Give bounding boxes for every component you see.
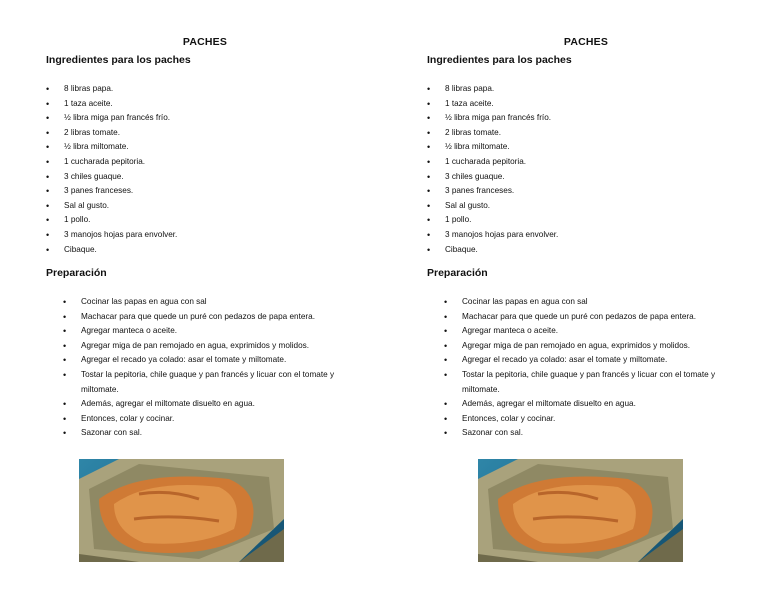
- list-item: • 1 cucharada pepitoria.: [46, 155, 366, 170]
- list-item: • 1 taza aceite.: [46, 97, 366, 112]
- document-title: PACHES: [182, 36, 228, 48]
- list-item: • Machacar para que quede un puré con pedazos de papa entera.: [444, 310, 744, 325]
- ingredients-list: [427, 82, 747, 257]
- list-item: • Agregar manteca o aceite.: [63, 324, 363, 339]
- list-item: • 8 libras papa.: [427, 82, 747, 97]
- list-item: • 3 panes franceses.: [427, 184, 747, 199]
- list-item: • Cibaque.: [46, 243, 366, 258]
- list-item: • ½ libra miltomate.: [46, 140, 366, 155]
- list-item: • 2 libras tomate.: [427, 126, 747, 141]
- document-title: PACHES: [563, 36, 609, 48]
- paches-photo: [478, 459, 683, 562]
- list-item: • 1 pollo.: [46, 213, 366, 228]
- list-item: • Entonces, colar y cocinar.: [63, 412, 363, 427]
- ingredients-heading: Ingredientes para los paches: [46, 54, 191, 66]
- preparation-list: [444, 295, 744, 441]
- list-item: • 3 chiles guaque.: [46, 170, 366, 185]
- list-item: • 3 chiles guaque.: [427, 170, 747, 185]
- list-item: • Sazonar con sal.: [444, 426, 744, 441]
- list-item: • Además, agregar el miltomate disuelto en agua.: [63, 397, 363, 412]
- list-item: • Machacar para que quede un puré con pedazos de papa entera.: [63, 310, 363, 325]
- ingredients-heading: Ingredientes para los paches: [427, 54, 572, 66]
- page-right: [381, 0, 765, 594]
- list-item: • 2 libras tomate.: [46, 126, 366, 141]
- list-item: • 3 manojos hojas para envolver.: [46, 228, 366, 243]
- list-item: • Sazonar con sal.: [63, 426, 363, 441]
- paches-photo-graphic: [79, 459, 284, 562]
- preparation-heading: Preparación: [427, 267, 488, 279]
- list-item: • Agregar miga de pan remojado en agua, exprimidos y molidos.: [444, 339, 744, 354]
- list-item: • 1 taza aceite.: [427, 97, 747, 112]
- paches-photo: [79, 459, 284, 562]
- list-item: • 1 pollo.: [427, 213, 747, 228]
- list-item: • 3 panes franceses.: [46, 184, 366, 199]
- list-item: • Sal al gusto.: [46, 199, 366, 214]
- preparation-list: [63, 295, 363, 441]
- list-item: • Cocinar las papas en agua con sal: [444, 295, 744, 310]
- list-item: • ½ libra miga pan francés frío.: [427, 111, 747, 126]
- list-item: • Agregar manteca o aceite.: [444, 324, 744, 339]
- list-item: • Tostar la pepitoria, chile guaque y pan francés y licuar con el tomate y miltomate.: [444, 368, 744, 397]
- list-item: • Tostar la pepitoria, chile guaque y pan francés y licuar con el tomate y miltomate.: [63, 368, 363, 397]
- list-item: • Agregar miga de pan remojado en agua, exprimidos y molidos.: [63, 339, 363, 354]
- list-item: • 1 cucharada pepitoria.: [427, 155, 747, 170]
- list-item: • 3 manojos hojas para envolver.: [427, 228, 747, 243]
- list-item: • 8 libras papa.: [46, 82, 366, 97]
- list-item: • Cibaque.: [427, 243, 747, 258]
- list-item: • Entonces, colar y cocinar.: [444, 412, 744, 427]
- list-item: • Agregar el recado ya colado: asar el tomate y miltomate.: [63, 353, 363, 368]
- paches-photo-graphic: [478, 459, 683, 562]
- list-item: • Cocinar las papas en agua con sal: [63, 295, 363, 310]
- list-item: • Sal al gusto.: [427, 199, 747, 214]
- ingredients-list: [46, 82, 366, 257]
- list-item: • ½ libra miltomate.: [427, 140, 747, 155]
- list-item: • ½ libra miga pan francés frío.: [46, 111, 366, 126]
- list-item: • Agregar el recado ya colado: asar el tomate y miltomate.: [444, 353, 744, 368]
- preparation-heading: Preparación: [46, 267, 107, 279]
- list-item: • Además, agregar el miltomate disuelto en agua.: [444, 397, 744, 412]
